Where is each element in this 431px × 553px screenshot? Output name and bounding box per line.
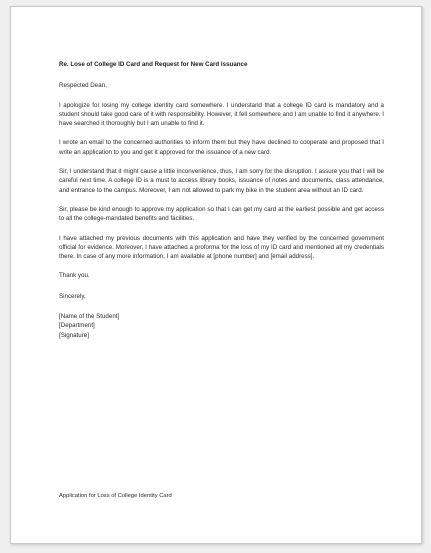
page-footer: Application for Loss of College Identity Card [59, 493, 172, 499]
signature-sign: [Signature] [59, 331, 89, 339]
signature-department: [Department] [59, 322, 95, 330]
letter-paragraph: I apologize for losing my college identity card somewhere. I understand that a college ID card is mandatory and a student should take good care of it with responsibility. However, it fell somewhere and I am unable to find it anywhere. I have searched it thoroughly but I am unable to find it. [59, 101, 384, 128]
document-page [10, 6, 422, 544]
letter-salutation: Respected Dean, [59, 82, 107, 90]
letter-paragraph: I wrote an email to the concerned authorities to inform them but they have declined to cooperate and proposed that I write an application to you and get it approved for the issuance of a new card. [59, 139, 384, 156]
letter-body [59, 60, 384, 340]
letter-paragraph: I have attached my previous documents with this application and have they verified by the concerned government official for evidence. Moreover, I have attached a proforma for the loss of my ID card and mentioned all my credentials there. In case of any more information, I am available at [phone number] and [email address]. [59, 234, 384, 261]
signature-name: [Name of the Student] [59, 313, 120, 321]
letter-closing: Sincerely, [59, 292, 86, 300]
letter-subject: Re. Lose of College ID Card and Request for New Card Issuance [59, 61, 248, 68]
letter-thanks: Thank you. [59, 272, 90, 280]
letter-paragraph: Sir, I understand that it might cause a little inconvenience, thus, I am sorry for the disruption. I assure you that I will be careful next time. A college ID is a must to access library books, issuance of notes and documents, class attendance, and entrance to the campus. Moreover, I am not allowed to park my bike in the student area without an ID card. [59, 168, 384, 194]
letter-paragraph: Sir, please be kind enough to approve my application so that I can get my card at the earliest possible and get access to all the college-mandated benefits and facilities. [59, 205, 384, 223]
